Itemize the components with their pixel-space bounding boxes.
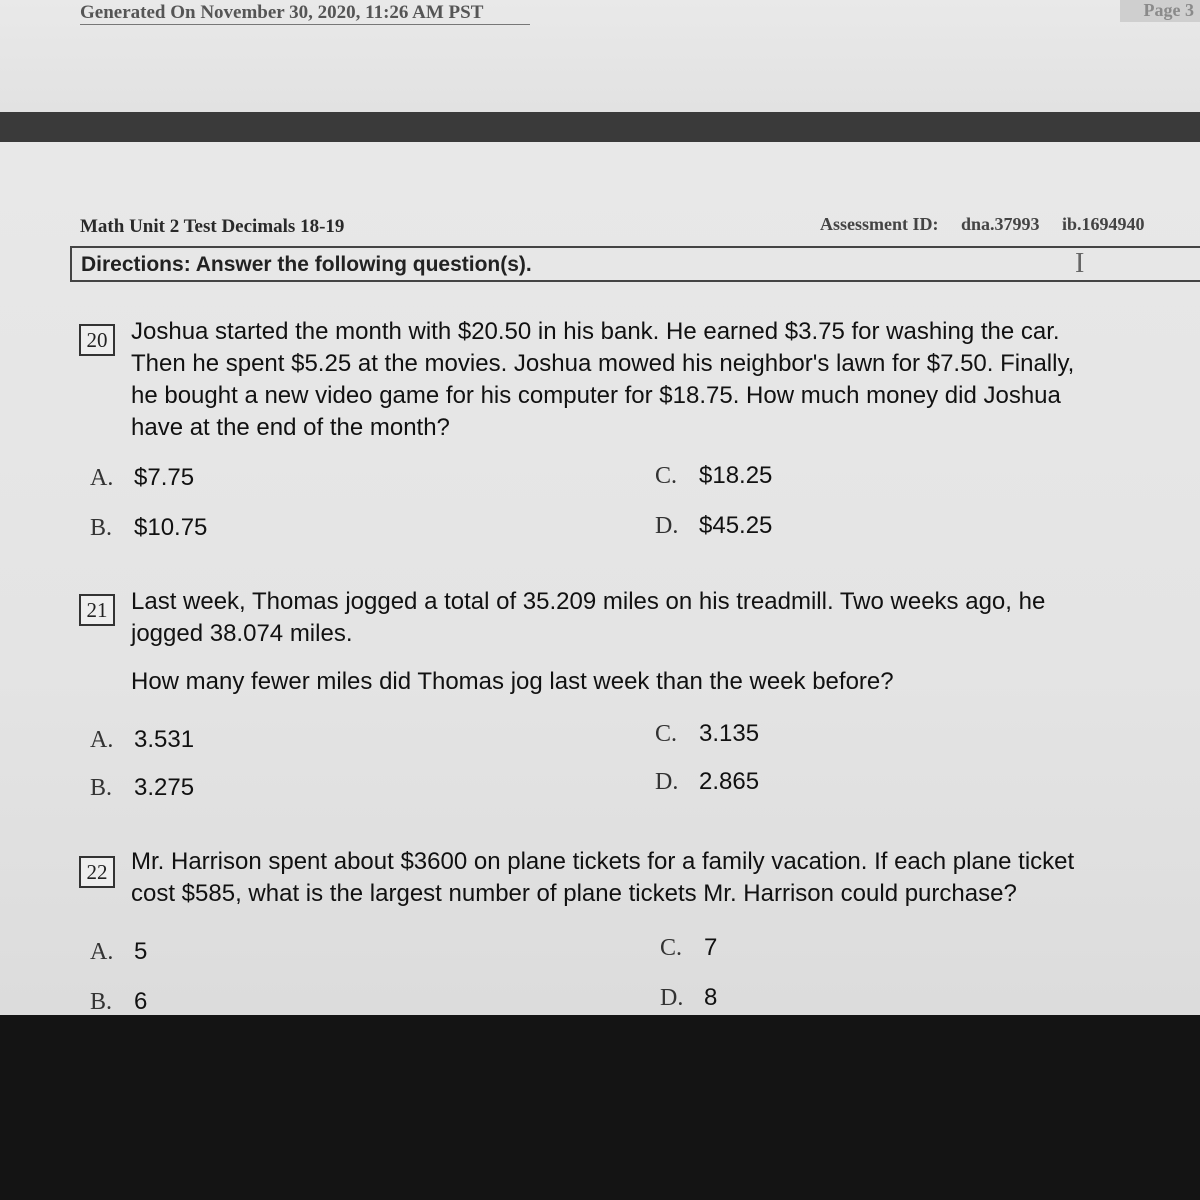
directions-box: Directions: Answer the following question(s).	[70, 246, 1200, 282]
generated-on-header: Generated On November 30, 2020, 11:26 AM PST	[80, 2, 530, 25]
option-text: 3.531	[134, 726, 195, 753]
option-letter: C.	[655, 463, 678, 489]
test-page	[0, 142, 1200, 1015]
question-text	[131, 846, 1200, 910]
option-a[interactable]	[90, 938, 147, 966]
option-text: $10.75	[134, 514, 208, 541]
page-gap-band	[0, 112, 1200, 142]
option-letter: A.	[90, 465, 114, 491]
option-c[interactable]	[655, 462, 772, 490]
text-cursor-icon: I	[1075, 248, 1085, 279]
option-d[interactable]	[655, 512, 772, 540]
option-c[interactable]	[660, 934, 717, 962]
question-line: Joshua started the month with $20.50 in his bank. He earned $3.75 for washing the car.	[131, 318, 1060, 345]
option-letter: A.	[90, 727, 114, 753]
option-text: 7	[704, 934, 718, 961]
option-letter: C.	[660, 935, 683, 961]
option-letter: A.	[90, 939, 114, 965]
assessment-ib: ib.1694940	[1062, 214, 1145, 234]
question-line: have at the end of the month?	[131, 414, 450, 441]
option-b[interactable]	[90, 514, 207, 542]
option-text: $18.25	[699, 462, 773, 489]
option-text: 3.135	[699, 720, 760, 747]
previous-page-strip	[0, 0, 1200, 112]
assessment-dna: dna.37993	[961, 214, 1040, 234]
option-text: $45.25	[699, 512, 773, 539]
option-text: 3.275	[134, 774, 195, 801]
question-number: 20	[79, 324, 115, 356]
option-letter: D.	[660, 985, 684, 1011]
test-title: Math Unit 2 Test Decimals 18-19	[80, 216, 345, 237]
question-line: Then he spent $5.25 at the movies. Joshua mowed his neighbor's lawn for $7.50. Finally,	[131, 350, 1075, 377]
option-text: 6	[134, 988, 148, 1015]
option-letter: C.	[655, 721, 678, 747]
question-line: Mr. Harrison spent about $3600 on plane tickets for a family vacation. If each plane ticket	[131, 848, 1075, 875]
question-line: he bought a new video game for his computer for $18.75. How much money did Joshua	[131, 382, 1061, 409]
option-letter: D.	[655, 513, 679, 539]
option-text: $7.75	[134, 464, 195, 491]
option-c[interactable]	[655, 720, 759, 748]
option-letter: D.	[655, 769, 679, 795]
option-text: 2.865	[699, 768, 760, 795]
option-text: 8	[704, 984, 718, 1011]
assessment-id-label: Assessment ID:	[820, 214, 939, 234]
question-number: 21	[79, 594, 115, 626]
page-number: Page 3	[1120, 0, 1200, 22]
option-b[interactable]	[90, 774, 194, 802]
question-text	[131, 586, 1191, 698]
option-letter: B.	[90, 775, 113, 801]
question-number: 22	[79, 856, 115, 888]
question-prompt: How many fewer miles did Thomas jog last week than the week before?	[131, 668, 894, 695]
option-a[interactable]	[90, 464, 194, 492]
screen-bezel	[0, 1015, 1200, 1200]
option-a[interactable]	[90, 726, 194, 754]
assessment-id	[820, 214, 1163, 235]
option-letter: B.	[90, 515, 113, 541]
option-b[interactable]	[90, 988, 147, 1016]
option-letter: B.	[90, 989, 113, 1015]
option-text: 5	[134, 938, 148, 965]
option-d[interactable]	[660, 984, 717, 1012]
question-text	[131, 316, 1191, 444]
option-d[interactable]	[655, 768, 759, 796]
question-line: Last week, Thomas jogged a total of 35.209 miles on his treadmill. Two weeks ago, he	[131, 588, 1046, 615]
question-line: jogged 38.074 miles.	[131, 620, 353, 647]
question-line: cost $585, what is the largest number of plane tickets Mr. Harrison could purchase?	[131, 880, 1017, 907]
